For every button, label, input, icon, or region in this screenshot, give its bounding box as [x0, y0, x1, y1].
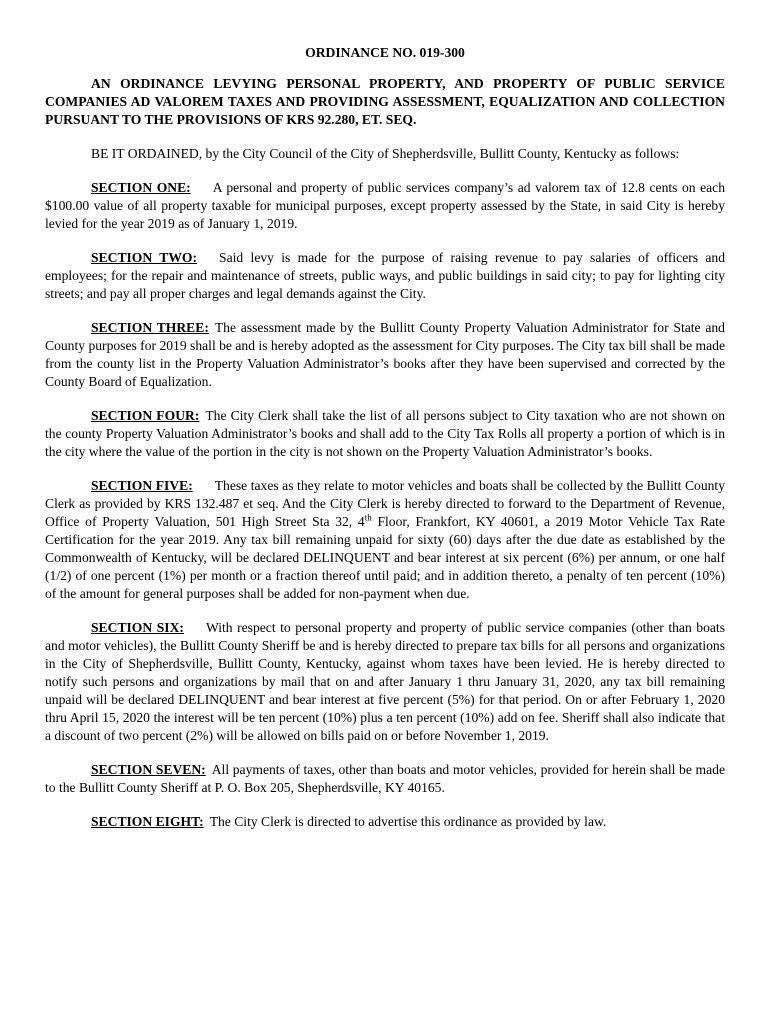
section-eight: [45, 813, 725, 831]
section-four-label: SECTION FOUR:: [91, 408, 200, 423]
section-eight-text: The City Clerk is directed to advertise this ordinance as provided by law.: [209, 814, 607, 829]
section-three-text: The assessment made by the Bullitt County Property Valuation Administrator for State and County purposes for 2019 shall be and is hereby adopted as the assessment for City purposes. The City tax bill shall be made from the county list in the Property Valuation Administrator’s books after they have been supervised and corrected by the County Board of Equalization.: [45, 320, 725, 389]
section-five-superscript: th: [364, 512, 372, 523]
section-one-label: SECTION ONE:: [91, 180, 191, 195]
section-two: [45, 249, 725, 303]
section-two-label: SECTION TWO:: [91, 250, 198, 265]
ordinance-page: [45, 44, 725, 847]
section-six: [45, 619, 725, 745]
section-one-text: A personal and property of public services company’s ad valorem tax of 12.8 cents on each $100.00 value of all property taxable for municipal purposes, except property assessed by the State, in said City is hereby levied for the year 2019 as of January 1, 2019.: [45, 180, 726, 231]
section-five-text-part2: Floor, Frankfort, KY 40601, a 2019 Motor Vehicle Tax Rate Certification for the year 2019. Any tax bill remaining unpaid for sixty (60) days after the due date as established by the Commonwealth of Kentucky, will be declared DELINQUENT and bear interest at six percent (6%) per annum, or one half (1/2) of one percent (1%) per month or a fraction thereof until paid; and in addition thereto, a penalty of ten percent (10%) of the amount for general purposes shall be added for non-payment when due.: [45, 514, 725, 601]
preamble: BE IT ORDAINED, by the City Council of the City of Shepherdsville, Bullitt County, Kentucky as follows:: [91, 146, 680, 161]
section-four: [45, 407, 725, 461]
ordinance-title: ORDINANCE NO. 019-300: [305, 45, 465, 60]
section-eight-label: SECTION EIGHT:: [91, 814, 204, 829]
section-six-label: SECTION SIX:: [91, 620, 184, 635]
section-three-label: SECTION THREE:: [91, 320, 209, 335]
section-seven-label: SECTION SEVEN:: [91, 762, 206, 777]
section-five-text-part1: These taxes as they relate to motor vehicles and boats shall be collected by the Bullitt County Clerk as provided by KRS 132.487 et seq. And the City Clerk is hereby directed to forward to the Department of Revenue, Office of Property Valuation, 501 High Street Sta 32, 4: [45, 478, 725, 529]
section-three: [45, 319, 725, 391]
section-seven-text: All payments of taxes, other than boats and motor vehicles, provided for herein shall be made to the Bullitt County Sheriff at P. O. Box 205, Shepherdsville, KY 40165.: [45, 762, 725, 795]
section-one: [45, 179, 725, 233]
section-five: [45, 477, 725, 603]
section-six-text: With respect to personal property and property of public service companies (other than boats and motor vehicles), the Bullitt County Sheriff be and is hereby directed to prepare tax bills for all persons and organizations in the City of Shepherdsville, Bullitt County, Kentucky, against whom taxes have been levied. He is hereby directed to notify such persons and organizations by mail that on and after January 1 thru January 31, 2020, any tax bill remaining unpaid will be declared DELINQUENT and bear interest at five percent (5%) for that period. On or after February 1, 2020 thru April 15, 2020 the interest will be ten percent (10%) plus a ten percent (10%) add on fee. Sheriff shall also indicate that a discount of two percent (2%) will be allowed on bills paid on or before November 1, 2019.: [45, 620, 725, 743]
section-seven: [45, 761, 725, 797]
ordinance-heading: AN ORDINANCE LEVYING PERSONAL PROPERTY, AND PROPERTY OF PUBLIC SERVICE COMPANIES AD VALOREM TAXES AND PROVIDING ASSESSMENT, EQUALIZATION AND COLLECTION PURSUANT TO THE PROVISIONS OF KRS 92.280, ET. SEQ.: [45, 76, 725, 127]
section-five-label: SECTION FIVE:: [91, 478, 193, 493]
section-four-text: The City Clerk shall take the list of all persons subject to City taxation who are not shown on the county Property Valuation Administrator’s books and shall add to the City Tax Rolls all property a portion of which is in the city where the value of the portion in the city is not shown on the Property Valuation Administrator’s books.: [45, 408, 725, 459]
section-two-text: Said levy is made for the purpose of raising revenue to pay salaries of officers and employees; for the repair and maintenance of streets, public ways, and public buildings in said city; to pay for lighting city streets; and pay all proper charges and legal demands against the City.: [45, 250, 726, 301]
